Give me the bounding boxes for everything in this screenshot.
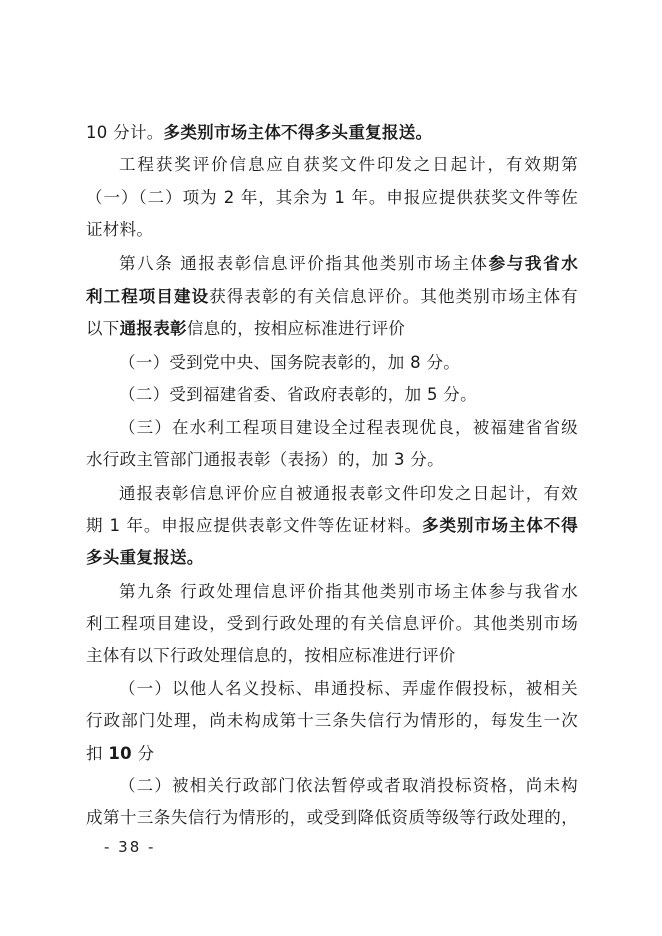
text-segment: 分 [131, 744, 155, 763]
text-segment: 获得表彰的有关信息评价。其他类别市场主体有 [209, 287, 578, 306]
text-line [119, 252, 578, 276]
text-line [119, 383, 578, 407]
text-segment: 通报表彰信息评价应自被通报表彰文件印发之日起计，有效 [119, 484, 578, 503]
text-line [119, 580, 578, 604]
text-segment: （三）在水利工程项目建设全过程表现优良，被福建省省级 [119, 418, 578, 437]
text-segment: 扣 [86, 744, 109, 763]
text-segment: 10 分计。 [86, 123, 164, 142]
text-line [86, 709, 578, 733]
text-line [119, 351, 578, 375]
text-segment: 工程获奖评价信息应自获奖文件印发之日起计，有效期第 [119, 155, 578, 174]
text-segment: （一）（二）项为 2 年，其余为 1 年。申报应提供获奖文件等佐 [86, 188, 578, 207]
text-segment: 期 1 年。申报应提供表彰文件等佐证材料。 [86, 516, 423, 535]
bold-text-segment: 多类别市场主体不得多头重复报送。 [163, 123, 433, 142]
text-segment: （二）被相关行政部门依法暂停或者取消投标资格，尚未构 [119, 776, 578, 795]
text-line [86, 514, 578, 538]
text-line [86, 121, 578, 145]
text-line [86, 546, 578, 570]
text-line [86, 285, 578, 309]
text-segment: 利工程项目建设，受到行政处理的有关信息评价。其他类别市场 [86, 614, 578, 633]
text-line [86, 448, 578, 472]
text-line [86, 612, 578, 636]
text-segment: 行政部门处理，尚未构成第十三条失信行为情形的，每发生一次 [86, 711, 578, 730]
text-line [119, 774, 578, 798]
text-segment: 主体有以下行政处理信息的，按相应标准进行评价 [86, 646, 456, 665]
text-segment: 证材料。 [86, 220, 154, 239]
page-number: - 38 - [104, 838, 156, 856]
bold-text-segment: 参与我省水 [488, 254, 578, 273]
text-segment: 第九条 行政处理信息评价指其他类别市场主体参与我省水 [119, 582, 578, 601]
text-line [119, 153, 578, 177]
text-line [86, 186, 578, 210]
text-line [86, 806, 578, 830]
text-line [119, 416, 578, 440]
text-line [86, 218, 578, 242]
text-segment: 信息的，按相应标准进行评价 [186, 319, 406, 338]
bold-text-segment: 多类别市场主体不得 [422, 516, 578, 535]
text-segment: （一）受到党中央、国务院表彰的，加 8 分。 [119, 353, 461, 372]
text-line [86, 742, 578, 766]
text-line [119, 677, 578, 701]
text-segment: 以下 [86, 319, 120, 338]
bold-text-segment: 通报表彰 [119, 319, 187, 338]
bold-text-segment: 利工程项目建设 [86, 287, 210, 306]
text-segment: 成第十三条失信行为情形的，或受到降低资质等级等行政处理的， [86, 808, 578, 827]
text-segment: 第八条 通报表彰信息评价指其他类别市场主体 [119, 254, 489, 273]
text-line [86, 317, 578, 341]
text-line [119, 482, 578, 506]
bold-text-segment: 多头重复报送。 [86, 548, 204, 567]
text-segment: （二）受到福建省委、省政府表彰的，加 5 分。 [119, 385, 477, 404]
bold-text-segment: 10 [108, 744, 132, 763]
text-line [86, 644, 578, 668]
text-segment: （一）以他人名义投标、串通投标、弄虚作假投标，被相关 [119, 679, 578, 698]
text-segment: 水行政主管部门通报表彰（表扬）的，加 3 分。 [86, 450, 444, 469]
